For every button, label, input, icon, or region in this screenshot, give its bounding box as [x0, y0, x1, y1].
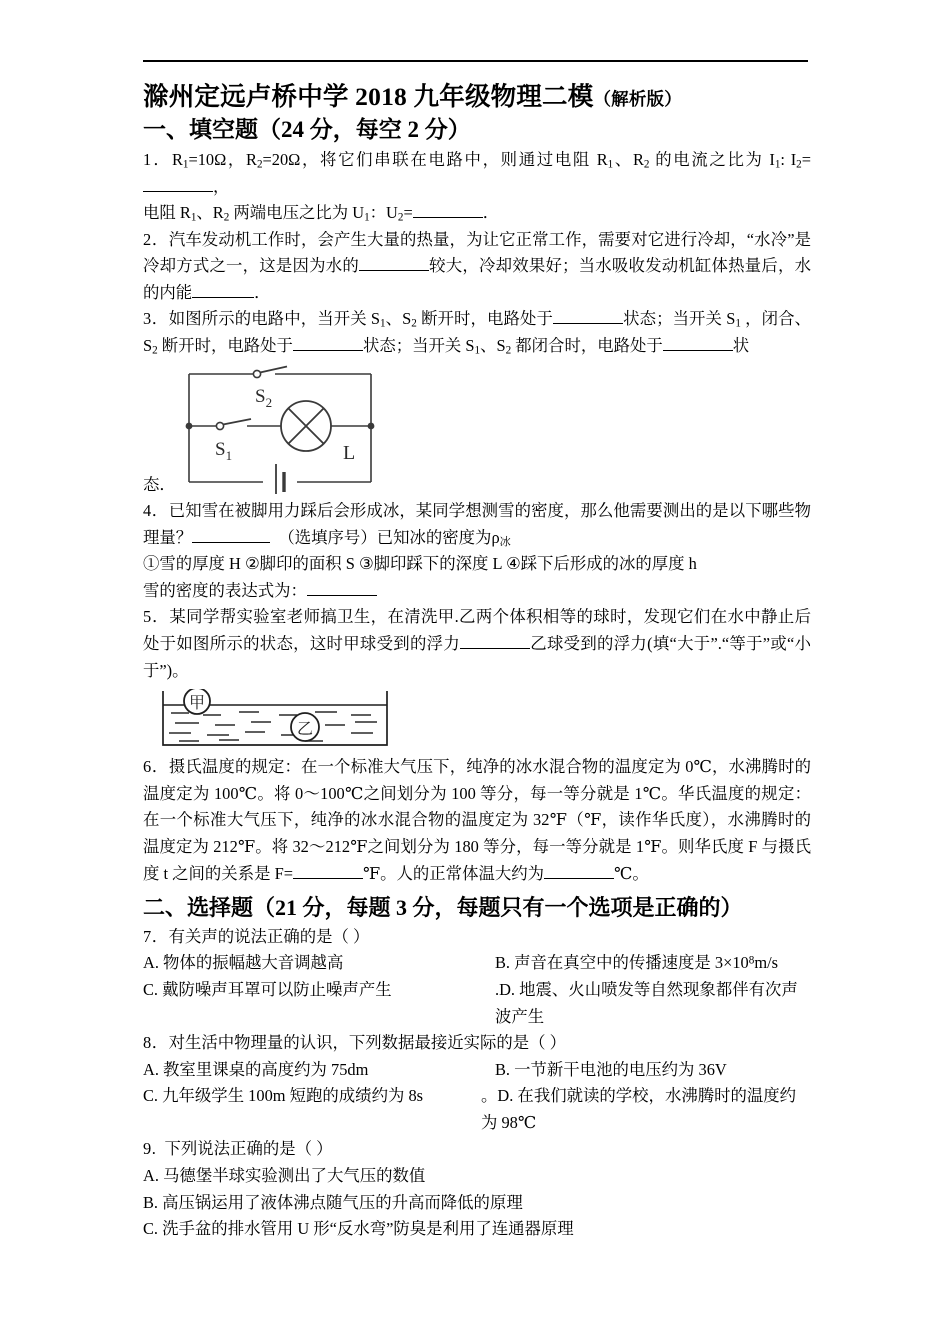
question-8-options-row-1 [143, 1057, 811, 1084]
q5-text: 乙球受到的浮力(填“大于”.“等于”或“小于”)。 [143, 634, 812, 680]
beaker-diagram-svg [155, 689, 395, 751]
q1-text: : I [780, 149, 797, 169]
q1-text: = [403, 203, 413, 223]
option-8-a[interactable]: A. 教室里课桌的高度约为 75dm [143, 1059, 369, 1079]
circuit-node-right [368, 422, 375, 429]
q2-text: 较大，冷却效果好；当水吸收发动机缸体热量后，水的内能 [143, 256, 812, 302]
q1-text: ． [482, 203, 500, 223]
question-8-options-row-2 [143, 1083, 811, 1136]
q8-stem: 对生活中物理量的认识，下列数据最接近实际的是（ ） [168, 1033, 567, 1053]
answer-blank[interactable] [192, 542, 270, 543]
circuit-diagram-figure [171, 364, 501, 494]
q3-text: 状态；当开关 S [362, 336, 475, 356]
q3-text: 断开时，电路处于 [416, 309, 553, 329]
ball-yi-label: 乙 [296, 721, 314, 739]
water-hatching [169, 712, 377, 741]
q3-sub: 2 [411, 317, 417, 330]
document-content [143, 60, 811, 1243]
q3-sub: 1 [474, 344, 481, 357]
question-6 [143, 754, 811, 887]
option-8-c[interactable]: C. 九年级学生 100m 短跑的成绩约为 8s [143, 1086, 424, 1106]
answer-blank[interactable] [663, 350, 733, 351]
q3-text: 状态；当开关 S [623, 309, 736, 329]
question-2-number: 2． [143, 229, 169, 249]
q5-text: 某同学帮实验室老师搞卫生，在清洗甲.乙两个体积相等的球时，发现它们在水中静止后处于如图所示的状态，这时甲球受到的浮力 [143, 607, 811, 654]
question-6-number: 6． [143, 757, 169, 777]
answer-blank[interactable] [307, 595, 377, 596]
question-4 [143, 498, 811, 551]
header-rule [143, 60, 808, 62]
q3-text: 断开时，电路处于 [157, 336, 293, 356]
q3-sub: 2 [505, 344, 512, 357]
q3-sub: 1 [735, 317, 741, 330]
switch-s2-pivot [253, 370, 260, 377]
q1-sub: 1 [607, 158, 614, 171]
q1-text: =10Ω，R [188, 149, 257, 169]
switch-s1-label: $S_1$ [215, 438, 233, 463]
q1-sub: 2 [256, 158, 263, 171]
q1-sub: 2 [223, 211, 230, 224]
option-7-b-text: B. 声音在真空中的传播速度是 3×10 [495, 953, 749, 973]
page-title-main: 滁州定远卢桥中学 2018 九年级物理二模 [143, 82, 594, 111]
ball-jia-label: 甲 [188, 695, 206, 713]
question-5-number: 5． [143, 607, 170, 627]
switch-s2-label: $S_2$ [255, 385, 273, 410]
q4-text: 雪的密度的表达式为： [143, 580, 307, 600]
q3-text: ，闭合、S [143, 309, 811, 356]
q9-stem: 下列说法正确的是（ ） [164, 1139, 333, 1159]
question-1 [143, 147, 811, 227]
q1-text: 两端电压之比为 U [229, 203, 365, 223]
answer-blank[interactable] [553, 323, 623, 324]
q1-text: =20Ω，将它们串联在电路中，则通过电阻 R [262, 149, 608, 169]
q1-text: ：U [369, 203, 398, 223]
option-7-c[interactable]: C. 戴防噪声耳罩可以防止噪声产生 [143, 979, 392, 999]
q3-text: 都闭合时，电路处于 [511, 336, 663, 356]
q6-text: ℃。 [614, 863, 649, 883]
q1-sub: 2 [796, 158, 802, 171]
switch-s1-pivot [216, 422, 223, 429]
option-9-c[interactable]: C. 洗手盆的排水管用 U 形“反水弯”防臭是利用了连通器原理 [143, 1219, 574, 1239]
answer-blank[interactable] [143, 191, 213, 192]
question-4-number: 4． [143, 501, 169, 521]
question-4-options: ①雪的厚度 H ②脚印的面积 S ③脚印踩下的深度 L ④踩下后形成的冰的厚度 h [143, 554, 697, 574]
option-8-d[interactable]: 。D. 在我们就读的学校，水沸腾时的温度约为 98℃ [481, 1086, 797, 1132]
option-9-a[interactable]: A. 马德堡半球实验测出了大气压的数值 [143, 1166, 426, 1185]
answer-blank[interactable] [359, 270, 429, 271]
q1-sub: 1 [182, 158, 189, 171]
question-4-expression [143, 578, 811, 605]
q1-text: 、R [613, 149, 644, 169]
lamp-label: L [343, 441, 356, 464]
q4-text: （选填序号）已知冰的密度为ρ [278, 527, 500, 547]
question-5 [143, 604, 811, 684]
q7-stem: 有关声的说法正确的是（ ） [168, 926, 370, 946]
question-7 [143, 924, 811, 951]
answer-blank[interactable] [293, 878, 363, 879]
q3-text: 如图所示的电路中，当开关 S [168, 309, 380, 329]
question-1-number: 1． [143, 149, 172, 169]
q4-text: 已知雪在被脚用力踩后会形成冰，某同学想测雪的密度，那么他需要测出的是以下哪些物理量？ [143, 501, 811, 547]
answer-blank[interactable] [460, 648, 530, 649]
battery-symbol [276, 464, 284, 494]
q1-sub: 1 [774, 158, 781, 171]
question-2 [143, 227, 811, 307]
option-7-b-exponent: 8 [748, 954, 755, 967]
circuit-diagram-svg [171, 364, 501, 494]
option-9-b[interactable]: B. 高压锅运用了液体沸点随气压的升高而降低的原理 [143, 1192, 523, 1212]
section-heading-fill-in: 一、填空题（24 分，每空 2 分） [143, 117, 471, 143]
answer-blank[interactable] [413, 217, 483, 218]
ball-yi [291, 713, 319, 741]
option-7-d[interactable]: .D. 地震、火山喷发等自然现象都伴有次声波产生 [495, 979, 798, 1026]
option-8-b[interactable]: B. 一节新干电池的电压约为 36V [495, 1059, 727, 1079]
section-heading-multiple-choice: 二、选择题（21 分，每题 3 分，每题只有一个选项是正确的） [143, 895, 743, 921]
question-7-options-row-2 [143, 977, 811, 1030]
q1-text: R [171, 149, 183, 169]
beaker-diagram-figure [155, 689, 395, 751]
question-8 [143, 1030, 811, 1057]
circuit-node-left [186, 422, 193, 429]
switch-s1-blade [223, 419, 251, 425]
question-3-tail: 态． [143, 474, 176, 494]
q2-text: ． [254, 282, 271, 302]
q1-text: 的电流之比为 I [649, 149, 775, 169]
option-7-a[interactable]: A. 物体的振幅越大音调越高 [143, 953, 344, 973]
page-title [143, 82, 811, 112]
question-7-number: 7． [143, 926, 169, 946]
question-3-number: 3． [143, 309, 169, 329]
q2-text: 汽车发动机工作时，会产生大量的热量，为让它正常工作，需要对它进行冷却，“水冷”是冷却方式之一，这是因为水的 [143, 229, 811, 276]
q3-text: 、S [480, 336, 506, 356]
q6-text: ℉。人的正常体温大约为 [362, 863, 545, 883]
q1-sub: 1 [190, 211, 197, 224]
lamp-symbol [281, 401, 331, 451]
page-title-annotation: （解析版） [593, 89, 682, 109]
q1-text: 电阻 R [143, 203, 191, 223]
question-3 [143, 306, 811, 359]
q1-sub: 2 [643, 158, 650, 171]
q1-text: ， [213, 176, 230, 196]
question-7-options-row-1 [143, 950, 811, 977]
ball-jia [184, 689, 210, 714]
q1-text: = [801, 149, 811, 169]
switch-s2-blade [260, 366, 287, 372]
question-9 [143, 1136, 811, 1163]
q3-text: 状 [732, 336, 750, 356]
answer-blank[interactable] [293, 350, 363, 351]
q6-text: 摄氏温度的规定：在一个标准大气压下，纯净的冰水混合物的温度定为 0℃，水沸腾时的温度定为 100℃。将 0～100℃之间划分为 100 等分，每一等分就是 1℃。华氏温度的规定：在一个标准大气压下，纯净的冰水混合物的温度定为 32℉（℉，读作华氏度），水沸腾时的温度定为 212℉。将 32～212℉之间划分为 180 等分，每一等分就是 1℉。则华氏度 F 与摄氏度 t 之间的关系是 F= [143, 757, 811, 883]
option-7-b[interactable] [495, 950, 811, 977]
q1-sub: 2 [397, 211, 404, 224]
answer-blank[interactable] [544, 878, 614, 879]
q3-sub: 1 [380, 317, 386, 330]
q3-text: 、S [385, 309, 412, 329]
q1-text: 、R [196, 203, 224, 223]
q1-sub: 1 [364, 211, 370, 224]
q3-sub: 2 [152, 344, 158, 357]
question-8-number: 8． [143, 1033, 169, 1053]
question-9-number: 9. [143, 1139, 157, 1159]
q4-sub: 冰 [499, 536, 511, 549]
answer-blank[interactable] [192, 297, 254, 298]
option-7-b-unit: m/s [754, 953, 779, 973]
